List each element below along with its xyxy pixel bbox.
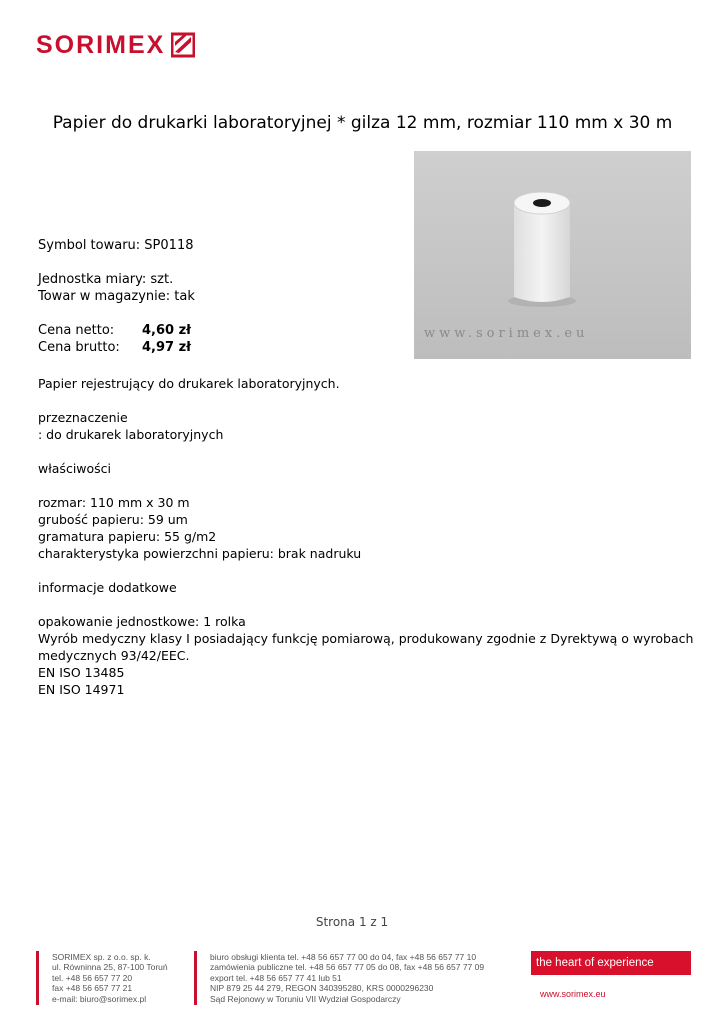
footer-contacts bbox=[210, 952, 484, 1004]
property-item: rozmar: 110 mm x 30 m bbox=[38, 495, 190, 510]
product-photo bbox=[414, 151, 691, 359]
purpose-value: : do drukarek laboratoryjnych bbox=[38, 427, 224, 442]
footer-company-line: fax +48 56 657 77 21 bbox=[52, 983, 133, 994]
property-item: grubość papieru: 59 um bbox=[38, 512, 188, 527]
logo-text: SORIMEX bbox=[36, 31, 166, 59]
extra-item: opakowanie jednostkowe: 1 rolka bbox=[38, 614, 246, 629]
property-item: gramatura papieru: 55 g/m2 bbox=[38, 529, 217, 544]
extra-item: EN ISO 14971 bbox=[38, 682, 125, 697]
net-price-label: Cena netto: bbox=[38, 323, 115, 338]
property-item: charakterystyka powierzchni papieru: brak nadruku bbox=[38, 546, 362, 561]
net-price-value: 4,60 zł bbox=[142, 323, 191, 338]
product-symbol: Symbol towaru: SP0118 bbox=[38, 238, 194, 253]
properties-heading: właściwości bbox=[38, 461, 112, 476]
logo-mark-icon bbox=[171, 32, 195, 58]
page-number: Strona 1 z 1 bbox=[315, 915, 389, 929]
gross-price-label: Cena brutto: bbox=[38, 340, 120, 355]
extra-item: Wyrób medyczny klasy I posiadający funkcję pomiarową, produkowany zgodnie z Dyrektywą o wyrobach medycznych 93/42/EEC. bbox=[38, 631, 694, 663]
product-title: Papier do drukarki laboratoryjnej * gilza 12 mm, rozmiar 110 mm x 30 m bbox=[52, 113, 673, 133]
footer-contact-line: biuro obsługi klienta tel. +48 56 657 77 00 do 04, fax +48 56 657 77 10 bbox=[210, 952, 477, 962]
extra-item: EN ISO 13485 bbox=[38, 665, 125, 680]
gross-price-row bbox=[38, 339, 195, 356]
footer-company-line: ul. Równinna 25, 87-100 Toruń bbox=[52, 962, 168, 973]
footer-contact-line: export tel. +48 56 657 77 41 lub 51 bbox=[210, 972, 342, 983]
net-price-row bbox=[38, 322, 195, 339]
purpose-heading: przeznaczenie bbox=[38, 410, 128, 425]
product-info bbox=[38, 237, 195, 356]
footer-company-line: SORIMEX sp. z o.o. sp. k. bbox=[52, 952, 151, 962]
footer-company-line: tel. +48 56 657 77 20 bbox=[52, 972, 133, 983]
footer-divider bbox=[36, 951, 39, 1005]
footer-company-line: e-mail: biuro@sorimex.pl bbox=[52, 993, 147, 1004]
footer-divider bbox=[194, 951, 197, 1005]
footer bbox=[0, 951, 725, 1011]
description-intro: Papier rejestrujący do drukarek laboratoryjnych. bbox=[38, 376, 340, 391]
footer-contact-line: Sąd Rejonowy w Toruniu VII Wydział Gospodarczy bbox=[210, 993, 401, 1004]
gross-price-value: 4,97 zł bbox=[142, 340, 191, 355]
photo-watermark: www.sorimex.eu bbox=[424, 326, 589, 341]
footer-company bbox=[52, 952, 168, 1004]
footer-contact-line: zamówienia publiczne tel. +48 56 657 77 05 do 08, fax +48 56 657 77 09 bbox=[210, 962, 485, 973]
footer-website-link[interactable]: www.sorimex.eu bbox=[540, 989, 606, 999]
sorimex-logo bbox=[36, 30, 195, 60]
product-stock: Towar w magazynie: tak bbox=[38, 289, 195, 304]
footer-slogan: the heart of experience bbox=[531, 951, 691, 975]
footer-contact-line: NIP 879 25 44 279, REGON 340395280, KRS 0000296230 bbox=[210, 983, 434, 994]
product-description bbox=[38, 375, 698, 698]
product-unit: Jednostka miary: szt. bbox=[38, 272, 174, 287]
extra-heading: informacje dodatkowe bbox=[38, 580, 177, 595]
